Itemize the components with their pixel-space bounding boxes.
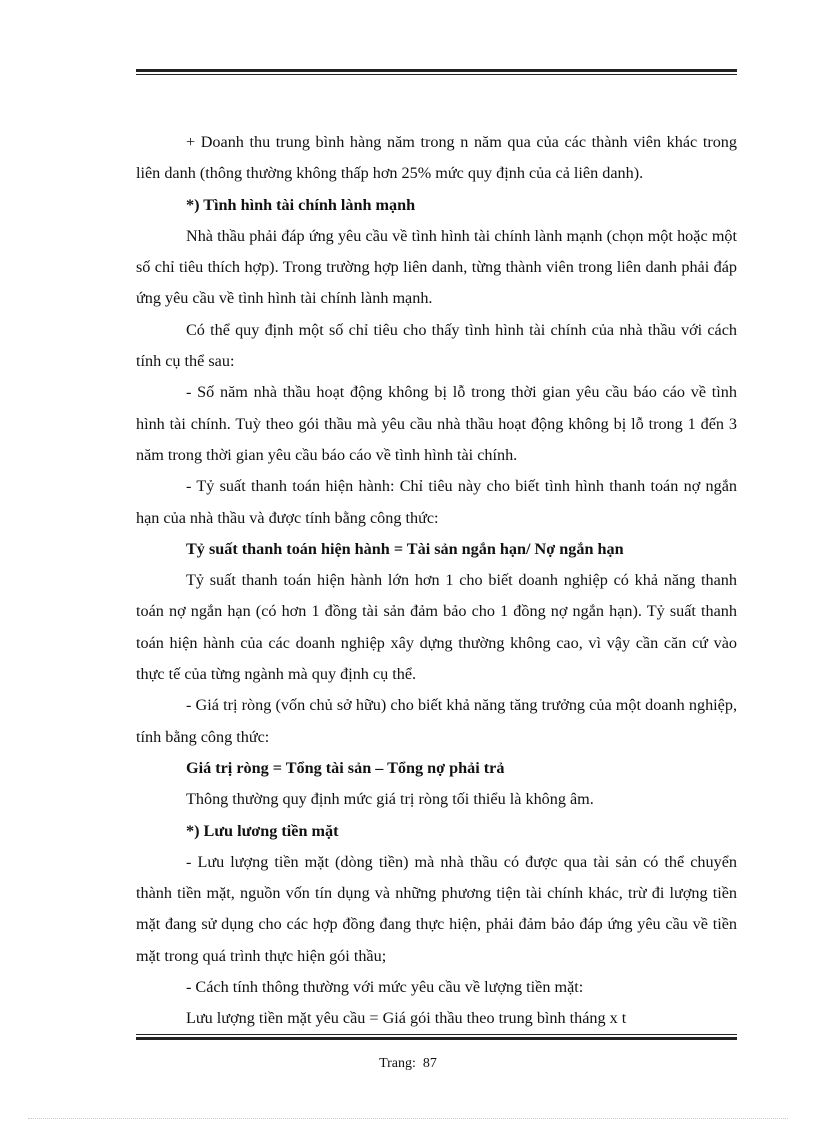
- paragraph: - Tỷ suất thanh toán hiện hành: Chỉ tiêu này cho biết tình hình thanh toán nợ ngắn hạn của nhà thầu và được tính bằng công thức:: [136, 477, 737, 527]
- formula: Lưu lượng tiền mặt yêu cầu = Giá gói thầu theo trung bình tháng x t: [186, 1009, 627, 1028]
- page-number: 87: [422, 1056, 437, 1071]
- header-rule: [136, 69, 737, 75]
- page-footer: [0, 1056, 816, 1072]
- paragraph: Có thể quy định một số chỉ tiêu cho thấy tình hình tài chính của nhà thầu với cách tính cụ thể sau:: [136, 320, 737, 371]
- page-edge: [28, 1118, 788, 1119]
- paragraph: Thông thường quy định mức giá trị ròng tối thiểu là không âm.: [186, 790, 594, 809]
- page-body: [136, 127, 737, 1035]
- formula: Giá trị ròng = Tổng tài sản – Tổng nợ phải trả: [186, 758, 505, 777]
- paragraph: - Lưu lượng tiền mặt (dòng tiền) mà nhà thầu có được qua tài sản có thể chuyển thành tiền mặt, nguồn vốn tín dụng và những phương tiện tài chính khác, trừ đi lượng tiền mặt đang sử dụng cho các hợp đồng đang thực hiện, phải đảm bảo đáp ứng yêu cầu về tiền mặt trong quá trình thực hiện gói thầu;: [136, 852, 737, 965]
- paragraph: Tỷ suất thanh toán hiện hành lớn hơn 1 cho biết doanh nghiệp có khả năng thanh toán nợ ngắn hạn (có hơn 1 đồng tài sản đảm bảo cho 1 đồng nợ ngắn hạn). Tỷ suất thanh toán hiện hành của các doanh nghiệp xây dựng thường không cao, vì vậy cần căn cứ vào thực tế của từng ngành mà quy định cụ thể.: [136, 571, 737, 684]
- paragraph: - Giá trị ròng (vốn chủ sở hữu) cho biết khả năng tăng trưởng của một doanh nghiệp, tính bằng công thức:: [136, 696, 737, 746]
- paragraph: + Doanh thu trung bình hàng năm trong n năm qua của các thành viên khác trong liên danh (thông thường không thấp hơn 25% mức quy định của cả liên danh).: [136, 133, 737, 183]
- paragraph: - Số năm nhà thầu hoạt động không bị lỗ trong thời gian yêu cầu báo cáo về tình hình tài chính. Tuỳ theo gói thầu mà yêu cầu nhà thầu hoạt động không bị lỗ trong 1 đến 3 năm trong thời gian yêu cầu báo cáo về tình hình tài chính.: [136, 383, 737, 464]
- formula: Tỷ suất thanh toán hiện hành = Tài sản ngắn hạn/ Nợ ngắn hạn: [186, 539, 624, 558]
- paragraph: - Cách tính thông thường với mức yêu cầu về lượng tiền mặt:: [186, 978, 584, 997]
- footer-rule: [136, 1034, 737, 1040]
- paragraph: Nhà thầu phải đáp ứng yêu cầu về tình hình tài chính lành mạnh (chọn một hoặc một số chỉ tiêu thích hợp). Trong trường hợp liên danh, từng thành viên trong liên danh phải đáp ứng yêu cầu về tình hình tài chính lành mạnh.: [136, 226, 737, 308]
- page-label: Trang:: [379, 1056, 416, 1071]
- section-heading: *) Tình hình tài chính lành mạnh: [186, 195, 416, 214]
- section-heading: *) Lưu lương tiền mặt: [186, 821, 339, 840]
